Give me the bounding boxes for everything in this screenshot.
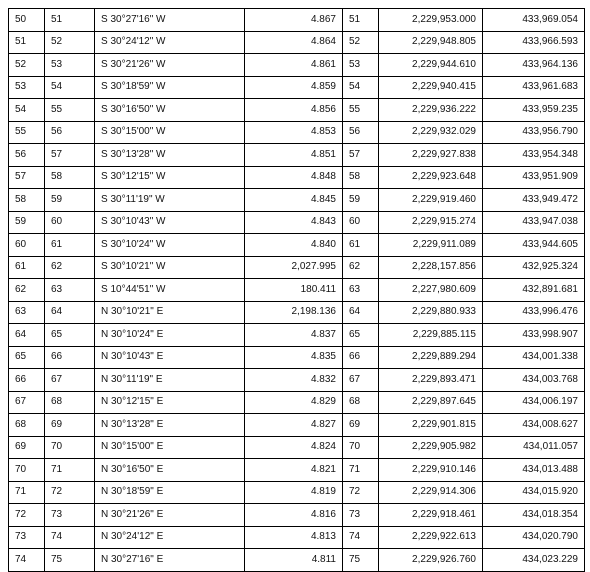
table-row <box>9 144 585 167</box>
cell-vertex: 66 <box>343 346 379 369</box>
cell-vertex: 67 <box>343 369 379 392</box>
cell-x-coordinate: 433,956.790 <box>483 121 585 144</box>
cell-distance: 4.811 <box>245 549 343 572</box>
cell-distance: 4.835 <box>245 346 343 369</box>
cell-bearing: N 30°21'26" E <box>95 504 245 527</box>
cell-from-station: 73 <box>9 526 45 549</box>
table-row <box>9 54 585 77</box>
cell-x-coordinate: 434,020.790 <box>483 526 585 549</box>
cell-x-coordinate: 434,008.627 <box>483 414 585 437</box>
cell-vertex: 70 <box>343 436 379 459</box>
table-row <box>9 459 585 482</box>
cell-bearing: S 30°16'50" W <box>95 99 245 122</box>
cell-from-station: 74 <box>9 549 45 572</box>
table-row <box>9 391 585 414</box>
cell-y-coordinate: 2,229,953.000 <box>379 9 483 32</box>
cell-to-station: 59 <box>45 189 95 212</box>
cell-from-station: 69 <box>9 436 45 459</box>
cell-from-station: 52 <box>9 54 45 77</box>
cell-bearing: N 30°13'28" E <box>95 414 245 437</box>
cell-distance: 4.848 <box>245 166 343 189</box>
cell-y-coordinate: 2,229,940.415 <box>379 76 483 99</box>
cell-y-coordinate: 2,229,922.613 <box>379 526 483 549</box>
cell-to-station: 58 <box>45 166 95 189</box>
cell-distance: 4.840 <box>245 234 343 257</box>
cell-x-coordinate: 433,954.348 <box>483 144 585 167</box>
cell-bearing: S 10°44'51" W <box>95 279 245 302</box>
cell-from-station: 71 <box>9 481 45 504</box>
cell-vertex: 74 <box>343 526 379 549</box>
cell-x-coordinate: 433,949.472 <box>483 189 585 212</box>
cell-vertex: 62 <box>343 256 379 279</box>
table-row <box>9 121 585 144</box>
cell-from-station: 54 <box>9 99 45 122</box>
cell-to-station: 66 <box>45 346 95 369</box>
table-row <box>9 526 585 549</box>
cell-y-coordinate: 2,229,911.089 <box>379 234 483 257</box>
table-row <box>9 189 585 212</box>
cell-y-coordinate: 2,227,980.609 <box>379 279 483 302</box>
cell-vertex: 53 <box>343 54 379 77</box>
cell-bearing: S 30°27'16" W <box>95 9 245 32</box>
cell-distance: 4.824 <box>245 436 343 459</box>
table-row <box>9 346 585 369</box>
cell-distance: 4.813 <box>245 526 343 549</box>
cell-bearing: S 30°10'21" W <box>95 256 245 279</box>
table-row <box>9 31 585 54</box>
survey-coordinates-table <box>8 8 585 572</box>
cell-to-station: 70 <box>45 436 95 459</box>
cell-x-coordinate: 434,023.229 <box>483 549 585 572</box>
cell-distance: 2,198.136 <box>245 301 343 324</box>
cell-vertex: 75 <box>343 549 379 572</box>
table-row <box>9 234 585 257</box>
cell-vertex: 56 <box>343 121 379 144</box>
cell-bearing: S 30°11'19" W <box>95 189 245 212</box>
cell-vertex: 54 <box>343 76 379 99</box>
cell-x-coordinate: 434,018.354 <box>483 504 585 527</box>
cell-to-station: 62 <box>45 256 95 279</box>
cell-distance: 4.827 <box>245 414 343 437</box>
cell-distance: 180.411 <box>245 279 343 302</box>
cell-bearing: N 30°16'50" E <box>95 459 245 482</box>
cell-y-coordinate: 2,229,918.461 <box>379 504 483 527</box>
cell-to-station: 60 <box>45 211 95 234</box>
cell-y-coordinate: 2,229,926.760 <box>379 549 483 572</box>
cell-x-coordinate: 432,925.324 <box>483 256 585 279</box>
table-row <box>9 414 585 437</box>
cell-bearing: S 30°12'15" W <box>95 166 245 189</box>
cell-vertex: 63 <box>343 279 379 302</box>
cell-from-station: 62 <box>9 279 45 302</box>
cell-bearing: S 30°13'28" W <box>95 144 245 167</box>
cell-vertex: 71 <box>343 459 379 482</box>
cell-x-coordinate: 433,969.054 <box>483 9 585 32</box>
cell-bearing: N 30°11'19" E <box>95 369 245 392</box>
cell-from-station: 65 <box>9 346 45 369</box>
cell-distance: 4.859 <box>245 76 343 99</box>
cell-x-coordinate: 434,015.920 <box>483 481 585 504</box>
cell-y-coordinate: 2,229,897.645 <box>379 391 483 414</box>
cell-bearing: S 30°10'43" W <box>95 211 245 234</box>
cell-to-station: 73 <box>45 504 95 527</box>
cell-distance: 4.819 <box>245 481 343 504</box>
cell-distance: 4.821 <box>245 459 343 482</box>
cell-y-coordinate: 2,229,948.805 <box>379 31 483 54</box>
cell-distance: 4.845 <box>245 189 343 212</box>
cell-vertex: 68 <box>343 391 379 414</box>
cell-x-coordinate: 434,006.197 <box>483 391 585 414</box>
cell-y-coordinate: 2,229,936.222 <box>379 99 483 122</box>
cell-y-coordinate: 2,229,880.933 <box>379 301 483 324</box>
cell-y-coordinate: 2,228,157.856 <box>379 256 483 279</box>
cell-x-coordinate: 434,011.057 <box>483 436 585 459</box>
cell-x-coordinate: 433,961.683 <box>483 76 585 99</box>
cell-from-station: 64 <box>9 324 45 347</box>
cell-from-station: 72 <box>9 504 45 527</box>
table-row <box>9 481 585 504</box>
cell-distance: 4.864 <box>245 31 343 54</box>
cell-bearing: N 30°10'43" E <box>95 346 245 369</box>
table-row <box>9 256 585 279</box>
cell-to-station: 54 <box>45 76 95 99</box>
cell-y-coordinate: 2,229,889.294 <box>379 346 483 369</box>
cell-from-station: 56 <box>9 144 45 167</box>
cell-to-station: 67 <box>45 369 95 392</box>
cell-bearing: N 30°12'15" E <box>95 391 245 414</box>
cell-y-coordinate: 2,229,915.274 <box>379 211 483 234</box>
cell-from-station: 68 <box>9 414 45 437</box>
cell-distance: 4.861 <box>245 54 343 77</box>
table-row <box>9 549 585 572</box>
cell-x-coordinate: 433,966.593 <box>483 31 585 54</box>
cell-y-coordinate: 2,229,927.838 <box>379 144 483 167</box>
table-row <box>9 504 585 527</box>
cell-to-station: 53 <box>45 54 95 77</box>
cell-y-coordinate: 2,229,923.648 <box>379 166 483 189</box>
cell-y-coordinate: 2,229,910.146 <box>379 459 483 482</box>
cell-y-coordinate: 2,229,914.306 <box>379 481 483 504</box>
cell-x-coordinate: 433,944.605 <box>483 234 585 257</box>
cell-vertex: 73 <box>343 504 379 527</box>
cell-distance: 4.816 <box>245 504 343 527</box>
cell-from-station: 59 <box>9 211 45 234</box>
cell-distance: 4.853 <box>245 121 343 144</box>
cell-x-coordinate: 433,959.235 <box>483 99 585 122</box>
cell-distance: 4.832 <box>245 369 343 392</box>
table-row <box>9 301 585 324</box>
cell-to-station: 56 <box>45 121 95 144</box>
cell-bearing: S 30°21'26" W <box>95 54 245 77</box>
cell-vertex: 64 <box>343 301 379 324</box>
cell-vertex: 52 <box>343 31 379 54</box>
cell-y-coordinate: 2,229,901.815 <box>379 414 483 437</box>
cell-from-station: 51 <box>9 31 45 54</box>
cell-from-station: 55 <box>9 121 45 144</box>
cell-to-station: 75 <box>45 549 95 572</box>
cell-distance: 2,027.995 <box>245 256 343 279</box>
cell-distance: 4.867 <box>245 9 343 32</box>
cell-bearing: N 30°15'00" E <box>95 436 245 459</box>
cell-bearing: N 30°24'12" E <box>95 526 245 549</box>
cell-to-station: 65 <box>45 324 95 347</box>
cell-x-coordinate: 433,996.476 <box>483 301 585 324</box>
table-body <box>9 9 585 572</box>
cell-to-station: 72 <box>45 481 95 504</box>
cell-distance: 4.837 <box>245 324 343 347</box>
cell-to-station: 52 <box>45 31 95 54</box>
cell-x-coordinate: 434,013.488 <box>483 459 585 482</box>
cell-from-station: 66 <box>9 369 45 392</box>
cell-y-coordinate: 2,229,932.029 <box>379 121 483 144</box>
cell-y-coordinate: 2,229,944.610 <box>379 54 483 77</box>
cell-bearing: S 30°24'12" W <box>95 31 245 54</box>
cell-to-station: 57 <box>45 144 95 167</box>
cell-to-station: 71 <box>45 459 95 482</box>
cell-vertex: 59 <box>343 189 379 212</box>
cell-from-station: 63 <box>9 301 45 324</box>
cell-bearing: N 30°18'59" E <box>95 481 245 504</box>
cell-x-coordinate: 433,951.909 <box>483 166 585 189</box>
cell-to-station: 63 <box>45 279 95 302</box>
cell-to-station: 68 <box>45 391 95 414</box>
cell-to-station: 55 <box>45 99 95 122</box>
cell-bearing: N 30°27'16" E <box>95 549 245 572</box>
table-row <box>9 324 585 347</box>
cell-to-station: 64 <box>45 301 95 324</box>
cell-from-station: 67 <box>9 391 45 414</box>
cell-from-station: 57 <box>9 166 45 189</box>
cell-x-coordinate: 433,998.907 <box>483 324 585 347</box>
cell-distance: 4.843 <box>245 211 343 234</box>
cell-vertex: 55 <box>343 99 379 122</box>
cell-from-station: 50 <box>9 9 45 32</box>
cell-vertex: 69 <box>343 414 379 437</box>
cell-to-station: 74 <box>45 526 95 549</box>
cell-bearing: S 30°18'59" W <box>95 76 245 99</box>
table-row <box>9 436 585 459</box>
cell-bearing: N 30°10'21" E <box>95 301 245 324</box>
cell-bearing: N 30°10'24" E <box>95 324 245 347</box>
cell-vertex: 60 <box>343 211 379 234</box>
cell-to-station: 51 <box>45 9 95 32</box>
table-row <box>9 211 585 234</box>
table-row <box>9 166 585 189</box>
cell-from-station: 61 <box>9 256 45 279</box>
cell-vertex: 72 <box>343 481 379 504</box>
cell-from-station: 53 <box>9 76 45 99</box>
cell-x-coordinate: 433,964.136 <box>483 54 585 77</box>
cell-vertex: 57 <box>343 144 379 167</box>
cell-distance: 4.851 <box>245 144 343 167</box>
cell-y-coordinate: 2,229,893.471 <box>379 369 483 392</box>
cell-bearing: S 30°15'00" W <box>95 121 245 144</box>
cell-vertex: 65 <box>343 324 379 347</box>
table-row <box>9 9 585 32</box>
cell-y-coordinate: 2,229,905.982 <box>379 436 483 459</box>
cell-from-station: 70 <box>9 459 45 482</box>
cell-to-station: 61 <box>45 234 95 257</box>
cell-to-station: 69 <box>45 414 95 437</box>
cell-distance: 4.829 <box>245 391 343 414</box>
cell-distance: 4.856 <box>245 99 343 122</box>
cell-bearing: S 30°10'24" W <box>95 234 245 257</box>
table-row <box>9 279 585 302</box>
cell-from-station: 60 <box>9 234 45 257</box>
cell-vertex: 58 <box>343 166 379 189</box>
cell-from-station: 58 <box>9 189 45 212</box>
table-row <box>9 76 585 99</box>
cell-y-coordinate: 2,229,919.460 <box>379 189 483 212</box>
cell-vertex: 61 <box>343 234 379 257</box>
cell-x-coordinate: 433,947.038 <box>483 211 585 234</box>
cell-y-coordinate: 2,229,885.115 <box>379 324 483 347</box>
cell-vertex: 51 <box>343 9 379 32</box>
table-row <box>9 369 585 392</box>
cell-x-coordinate: 434,003.768 <box>483 369 585 392</box>
cell-x-coordinate: 434,001.338 <box>483 346 585 369</box>
table-row <box>9 99 585 122</box>
cell-x-coordinate: 432,891.681 <box>483 279 585 302</box>
